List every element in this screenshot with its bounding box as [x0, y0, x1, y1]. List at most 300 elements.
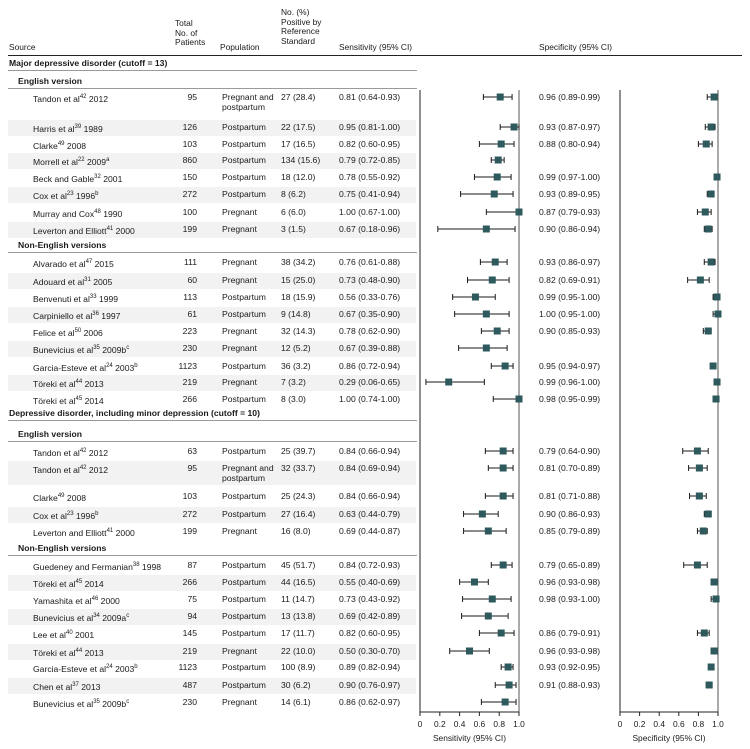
source-author: Cox et al	[33, 510, 67, 521]
specificity-point-estimate	[710, 363, 717, 370]
population-cell: Pregnant	[222, 526, 257, 536]
source-year: 1999	[96, 293, 119, 304]
source-author: Bunevicius et al	[33, 698, 94, 709]
sensitivity-ci-text: 0.90 (0.76-0.97)	[339, 680, 401, 690]
positive-cell: 134 (15.6)	[281, 155, 321, 165]
sensitivity-point-estimate	[489, 596, 496, 603]
positive-cell: 18 (15.9)	[281, 292, 316, 302]
population-cell: Postpartum	[222, 394, 266, 404]
population-cell: Postpartum	[222, 560, 266, 570]
positive-cell: 36 (3.2)	[281, 361, 311, 371]
source-author: Tandon et al	[33, 464, 80, 475]
specificity-ci-text: 0.82 (0.69-0.91)	[539, 275, 601, 285]
citation-superscript: 48	[94, 209, 101, 215]
sensitivity-point-estimate	[445, 379, 452, 386]
source-year: 1998	[139, 561, 162, 572]
specificity-point-estimate	[694, 562, 701, 569]
population-cell: Pregnant	[222, 224, 257, 234]
specificity-tick-label: 0.4	[653, 719, 666, 729]
source-year: 2013	[82, 378, 104, 389]
positive-cell: 18 (12.0)	[281, 172, 316, 182]
sensitivity-point-estimate	[485, 613, 492, 620]
specificity-ci-text: 0.99 (0.97-1.00)	[539, 172, 601, 182]
source-year: 2005	[90, 276, 113, 287]
sensitivity-point-estimate	[505, 664, 512, 671]
source-author: Clarke	[33, 140, 58, 151]
sensitivity-ci-text: 0.29 (0.06-0.65)	[339, 377, 401, 387]
sensitivity-point-estimate	[498, 141, 505, 148]
sensitivity-ci-text: 1.00 (0.67-1.00)	[339, 207, 401, 217]
sensitivity-point-estimate	[466, 648, 473, 655]
specificity-ci-text: 0.99 (0.95-1.00)	[539, 292, 601, 302]
sensitivity-ci-text: 0.82 (0.60-0.95)	[339, 628, 401, 638]
citation-superscript: 39	[74, 124, 82, 130]
citation-superscript: 34	[93, 613, 100, 619]
sensitivity-ci-text: 1.00 (0.74-1.00)	[339, 394, 401, 404]
source-year: 2008	[64, 140, 87, 151]
population-cell: Pregnant	[222, 326, 257, 336]
source-author: Morrell et al	[33, 156, 78, 167]
positive-cell: 6 (6.0)	[281, 207, 306, 217]
source-year: 2014	[82, 578, 104, 589]
specificity-point-estimate	[708, 664, 715, 671]
sensitivity-point-estimate	[498, 630, 505, 637]
positive-cell: 38 (34.2)	[281, 257, 316, 267]
sensitivity-ci-text: 0.78 (0.62-0.90)	[339, 326, 401, 336]
sensitivity-tick-label: 0	[417, 719, 423, 729]
positive-cell: 27 (16.4)	[281, 509, 316, 519]
header-total: Total No. of Patients	[175, 18, 206, 48]
specificity-point-estimate	[714, 379, 721, 386]
positive-cell: 22 (10.0)	[281, 646, 316, 656]
citation-superscript: 33	[89, 294, 97, 300]
sensitivity-ci-text: 0.82 (0.60-0.95)	[339, 139, 401, 149]
population-cell: Pregnant and postpartum	[222, 92, 274, 112]
source-author: Murray and Cox	[33, 208, 95, 219]
source-author: Garcia-Esteve et al	[33, 362, 107, 373]
positive-cell: 17 (16.5)	[281, 139, 316, 149]
sensitivity-point-estimate	[500, 448, 507, 455]
population-cell: Postpartum	[222, 361, 266, 371]
source-year: 2001	[72, 629, 95, 640]
citation-superscript: 45	[75, 579, 83, 585]
citation-superscript: 49	[57, 141, 65, 147]
specificity-axis-label: Specificity (95% CI)	[632, 733, 706, 743]
specificity-point-estimate	[705, 511, 712, 518]
specificity-ci-text: 0.95 (0.94-0.97)	[539, 361, 601, 371]
population-cell: Pregnant	[222, 646, 257, 656]
section-title: Depressive disorder, including minor depression (cutoff = 10)	[9, 408, 260, 418]
specificity-point-estimate	[715, 311, 722, 318]
sensitivity-ci-text: 0.86 (0.62-0.97)	[339, 697, 401, 707]
source-year: 2013	[78, 681, 101, 692]
source-year: 1990	[100, 208, 123, 219]
specificity-point-estimate	[701, 630, 708, 637]
source-author: Clarke	[33, 492, 58, 503]
source-year: 2009	[84, 156, 107, 167]
population-cell: Postpartum	[222, 509, 266, 519]
population-cell: Pregnant	[222, 207, 257, 217]
specificity-ci-text: 0.96 (0.89-0.99)	[539, 92, 601, 102]
specificity-point-estimate	[705, 328, 712, 335]
source-author: Adouard et al	[33, 276, 85, 287]
specificity-point-estimate	[705, 226, 712, 233]
source-year: 2015	[92, 258, 114, 269]
positive-cell: 22 (17.5)	[281, 122, 316, 132]
sensitivity-point-estimate	[502, 363, 509, 370]
footnote-superscript: c	[126, 699, 130, 705]
sensitivity-ci-text: 0.69 (0.42-0.89)	[339, 611, 401, 621]
citation-superscript: 35	[93, 345, 100, 351]
specificity-ci-text: 0.93 (0.87-0.97)	[539, 122, 601, 132]
sensitivity-ci-text: 0.50 (0.30-0.70)	[339, 646, 401, 656]
specificity-tick-label: 0.6	[672, 719, 685, 729]
specificity-ci-text: 0.99 (0.96-1.00)	[539, 377, 601, 387]
header-positive: No. (%) Positive by Reference Standard	[281, 7, 322, 46]
specificity-ci-text: 0.81 (0.70-0.89)	[539, 463, 601, 473]
source-author: Leverton and Elliott	[33, 527, 107, 538]
source-author: Felice et al	[33, 327, 75, 338]
specificity-ci-text: 0.79 (0.65-0.89)	[539, 560, 601, 570]
positive-cell: 16 (8.0)	[281, 526, 311, 536]
specificity-ci-text: 0.96 (0.93-0.98)	[539, 646, 601, 656]
population-cell: Postpartum	[222, 577, 266, 587]
positive-cell: 9 (14.8)	[281, 309, 311, 319]
citation-superscript: 44	[75, 379, 83, 385]
footnote-superscript: b	[134, 664, 138, 670]
sensitivity-ci-text: 0.84 (0.72-0.93)	[339, 560, 401, 570]
specificity-point-estimate	[714, 174, 721, 181]
header-population: Population	[220, 42, 260, 52]
citation-superscript: 41	[106, 226, 114, 232]
source-author: Leverton and Elliott	[33, 225, 107, 236]
positive-cell: 30 (6.2)	[281, 680, 311, 690]
sensitivity-point-estimate	[500, 562, 507, 569]
citation-superscript: 42	[79, 465, 87, 471]
citation-superscript: 45	[75, 396, 83, 402]
citation-superscript: 38	[132, 562, 140, 568]
specificity-tick-label: 0.2	[633, 719, 646, 729]
source-author: Töreki et al	[33, 395, 76, 406]
sensitivity-tick-label: 0.6	[473, 719, 486, 729]
population-cell: Postpartum	[222, 611, 266, 621]
source-author: Töreki et al	[33, 378, 76, 389]
specificity-point-estimate	[713, 396, 720, 403]
sensitivity-point-estimate	[492, 259, 499, 266]
sensitivity-point-estimate	[483, 345, 490, 352]
population-cell: Pregnant	[222, 275, 257, 285]
citation-superscript: 41	[106, 528, 114, 534]
specificity-point-estimate	[708, 259, 715, 266]
citation-superscript: 37	[72, 682, 79, 688]
source-year: 2000	[113, 527, 135, 538]
citation-superscript: 24	[106, 363, 113, 369]
source-year: 2000	[113, 225, 135, 236]
sensitivity-ci-text: 0.95 (0.81-1.00)	[339, 122, 401, 132]
population-cell: Postpartum	[222, 155, 266, 165]
citation-superscript: 31	[84, 277, 91, 283]
specificity-ci-text: 0.86 (0.79-0.91)	[539, 628, 601, 638]
sensitivity-tick-label: 1.0	[513, 719, 525, 729]
population-cell: Postpartum	[222, 292, 266, 302]
positive-cell: 13 (13.8)	[281, 611, 316, 621]
sensitivity-point-estimate	[506, 682, 513, 689]
specificity-point-estimate	[694, 448, 701, 455]
specificity-point-estimate	[703, 141, 710, 148]
source-author: Tandon et al	[33, 447, 80, 458]
sensitivity-ci-text: 0.67 (0.39-0.88)	[339, 343, 401, 353]
source-author: Garcia-Esteve et al	[33, 663, 107, 674]
positive-cell: 17 (11.7)	[281, 628, 315, 638]
header-specificity: Specificity (95% CI)	[539, 42, 613, 52]
source-year: 2003	[112, 663, 135, 674]
specificity-tick-label: 0.8	[692, 719, 705, 729]
specificity-ci-text: 0.91 (0.88-0.93)	[539, 680, 601, 690]
positive-cell: 44 (16.5)	[281, 577, 316, 587]
sensitivity-point-estimate	[494, 174, 501, 181]
header-sensitivity: Sensitivity (95% CI)	[339, 42, 413, 52]
specificity-point-estimate	[696, 465, 703, 472]
positive-cell: 32 (14.3)	[281, 326, 316, 336]
positive-cell: 8 (6.2)	[281, 189, 306, 199]
specificity-point-estimate	[700, 528, 707, 535]
citation-superscript: 35	[93, 699, 100, 705]
source-year: 2014	[82, 395, 104, 406]
source-year: 2012	[86, 464, 109, 475]
sensitivity-point-estimate	[500, 493, 507, 500]
sensitivity-ci-text: 0.56 (0.33-0.76)	[339, 292, 401, 302]
group-title: English version	[18, 76, 82, 86]
source-year: 2008	[64, 492, 87, 503]
citation-superscript: 50	[74, 328, 82, 334]
sensitivity-axis-label: Sensitivity (95% CI)	[432, 733, 507, 743]
population-cell: Postpartum	[222, 189, 266, 199]
positive-cell: 3 (1.5)	[281, 224, 306, 234]
source-author: Harris et al	[33, 123, 75, 134]
population-cell: Postpartum	[222, 628, 266, 638]
sensitivity-point-estimate	[472, 294, 479, 301]
sensitivity-ci-text: 0.69 (0.44-0.87)	[339, 526, 401, 536]
sensitivity-point-estimate	[497, 94, 504, 101]
sensitivity-ci-text: 0.73 (0.43-0.92)	[339, 594, 401, 604]
group-title: English version	[18, 429, 82, 439]
group-title: Non-English versions	[18, 543, 107, 553]
population-cell: Postpartum	[222, 139, 266, 149]
positive-cell: 14 (6.1)	[281, 697, 311, 707]
specificity-ci-text: 0.85 (0.79-0.89)	[539, 526, 601, 536]
sensitivity-point-estimate	[491, 191, 498, 198]
population-cell: Postpartum	[222, 491, 266, 501]
source-year: 2006	[81, 327, 103, 338]
specificity-point-estimate	[706, 682, 713, 689]
specificity-point-estimate	[697, 277, 704, 284]
header-source: Source	[9, 42, 36, 52]
sensitivity-point-estimate	[489, 277, 496, 284]
sensitivity-point-estimate	[502, 699, 509, 706]
specificity-point-estimate	[708, 191, 715, 198]
specificity-point-estimate	[696, 493, 703, 500]
population-cell: Pregnant	[222, 343, 257, 353]
sensitivity-ci-text: 0.75 (0.41-0.94)	[339, 189, 401, 199]
population-cell: Postpartum	[222, 122, 266, 132]
specificity-point-estimate	[713, 596, 720, 603]
positive-cell: 32 (33.7)	[281, 463, 316, 473]
specificity-point-estimate	[702, 209, 709, 216]
sensitivity-point-estimate	[471, 579, 478, 586]
sensitivity-point-estimate	[500, 465, 507, 472]
population-cell: Postpartum	[222, 662, 266, 672]
sensitivity-point-estimate	[483, 226, 490, 233]
sensitivity-tick-label: 0.2	[433, 719, 446, 729]
section-title: Major depressive disorder (cutoff = 13)	[9, 58, 168, 68]
sensitivity-point-estimate	[516, 209, 523, 216]
source-year: 2001	[100, 173, 123, 184]
sensitivity-point-estimate	[483, 311, 490, 318]
specificity-ci-text: 0.88 (0.80-0.94)	[539, 139, 601, 149]
source-author: Lee et al	[33, 629, 66, 640]
sensitivity-ci-text: 0.76 (0.61-0.88)	[339, 257, 401, 267]
specificity-point-estimate	[711, 648, 718, 655]
source-year: 2009a	[99, 612, 127, 623]
positive-cell: 25 (24.3)	[281, 491, 316, 501]
source-year: 2012	[86, 93, 109, 104]
specificity-ci-text: 0.93 (0.86-0.97)	[539, 257, 601, 267]
sensitivity-point-estimate	[516, 396, 523, 403]
source-author: Chen et al	[33, 681, 73, 692]
specificity-ci-text: 0.93 (0.89-0.95)	[539, 189, 601, 199]
specificity-ci-text: 0.98 (0.95-0.99)	[539, 394, 601, 404]
specificity-ci-text: 0.90 (0.85-0.93)	[539, 326, 601, 336]
forest-plot-figure: Total No. of Patients No. (%) Positive by Reference Standard Source Population Sensitivity (95% CI) Specificity (95% CI) Major depressive disorder (cutoff = 13) English version Tandon et $al^{42}$ 2012 95 Pregnant and postpartum 27 (28.4) 0.81 (0.64-0.93) 0.96 (0.89-0.99) Harris et $al^{39}$ 1989 Postpartum 22 (17.5) 0.95 (0.81-1.00) 0.93 (0.87-0.97) Clarke$^{49}$ 2008 103 Postpartum 17 (16.5) 0.82 (0.60-0.95) 0.88 (0.80-0.94) Morrell et $al^{22}$ 2009$^a$ Postpartum 134 (15.6) 0.79 (0.72-0.85) Beck and Gable$^{32}$ 2001 150 Postpartum 18 (12.0) 0.78 (0.55-0.92) 0.99 (0.97-1.00) Cox et $al^{23}$ 1996$^b$ Postpartum 8 (6.2) 0.75 (0.41-0.94) 0.93 (0.89-0.95) Murray and Cox$^{48}$ 1990 100 Pregnant 6 (6.0) 1.00 (0.67-1.00) 0.87 (0.79-0.93) Leverton and Elliott$^{41}$ 2000 Pregnant 3 (1.5) 0.67 (0.18-0.96) 0.90 (0.86-0.94) Non-English versions Alvarado et $al^{47}$ 2015 111 Pregnant 38 (34.2) 0.76 (0.61-0.88) 0.93 (0.86-0.97) Adouard et $al^{31}$ 2005 Pregnant 15 (25.0) 0.73 (0.48-0.90) 0.82 (0.69-0.91) Benvenuti et $al^{33}$ 1999 113 Postpartum 18 (15.9) 0.56 (0.33-0.76) 0.99 (0.95-1.00) Carpiniello et $al^{36}$ 1997 Postpartum 9 (14.8) 0.67 (0.35-0.90) 1.00 (0.95-1.00) Felice et $al^{50}$ 2006 223 Pregnant 32 (14.3) 0.78 (0.62-0.90) 0.90 (0.85-0.93) Bunevicius et $al^{35}$ $2009b^c$ Pregnant 12 (5.2) 0.67 (0.39-0.88) Garcia-Esteve et $al^{24}$ 2003$^b$ 1123 Postpartum 36 (3.2) 0.86 (0.72-0.94) 0.95 (0.94-0.97) Töreki et $al^{44}$ 2013 Pregnant 7 (3.2) 0.29 (0.06-0.65) 0.99 (0.96-1.00) Töreki et $al^{45}$ 2014 266 Postpartum 8 (3.0) 1.00 (0.74-1.00) 0.98 (0.95-0.99) Depressive disorder, including minor depression (cutoff = 10) English version Tandon et $al^{42}$ 2012 63 Postpartum 25 (39.7) 0.84 (0.66-0.94) 0.79 (0.64-0.90) Tandon et $al^{42}$ 2012 Pregnant and postpartum 32 (33.7) 0.84 (0.69-0.94) 0.81 (0.70-0.89) Clarke$^{49}$ 2008 103 Postpartum 25 (24.3) 0.84 (0.66-0.94) 0.81 (0.71-0.88) Cox et $al^{23}$ 1996$^b$ Postpartum 27 (16.4) 0.63 (0.44-0.79) 0.90 (0.86-0.93) Leverton and Elliott$^{41}$ 2000 199 Pregnant 16 (8.0) 0.69 (0.44-0.87) 0.85 (0.79-0.89) Non-English versions Guedeney and Fermanian$^{38}$ 1998 87 Postpartum 45 (51.7) 0.84 (0.72-0.93) 0.79 (0.65-0.89) Töreki et $al^{45}$ 2014 Postpartum 44 (16.5) 0.55 (0.40-0.69) 0.96 (0.93-0.98) Yamashita et $al^{46}$ 2000 75 Postpartum 11 (14.7) 0.73 (0.43-0.92) 0.98 (0.93-1.00) Bunevicius et $al^{34}$ $2009a^c$ Postpartum 13 (13.8) 0.69 (0.42-0.89) Lee et $al^{40}$ 2001 145 Postpartum 17 (11.7) 0.82 (0.60-0.95) 0.86 (0.79-0.91) Töreki et $al^{44}$ 2013 Pregnant 22 (10.0) 0.50 (0.30-0.70) 0.96 (0.93-0.98) Garcia-Esteve et $al^{24}$ 2003$^b$ 1123 Postpartum 100 (8.9) 0.89 (0.82-0.94) 0.93 (0.92-0.95) Chen et $al^{37}$ 2013 Postpartum 30 (6.2) 0.90 (0.76-0.97) 0.91 (0.88-0.93) Bunevicius et $al^{35}$ $2009b^c$ 230 Pregnant 14 (6.1) 0.86 (0.62-0.97) 0 0.2 0.4 0.6 0.8 1.0 Sensitivity (95% CI) 0 0.2 0.4 0.6 0.8 1.0 Specificity (95% CI)	[0, 0, 750, 749]
source-author: Töreki et al	[33, 578, 76, 589]
specificity-point-estimate	[708, 124, 715, 131]
citation-superscript: 32	[94, 174, 101, 180]
citation-superscript: 49	[57, 493, 65, 499]
source-year: 1989	[81, 123, 103, 134]
population-cell: Postpartum	[222, 172, 266, 182]
positive-cell: 15 (25.0)	[281, 275, 316, 285]
sensitivity-ci-text: 0.63 (0.44-0.79)	[339, 509, 401, 519]
source-author: Beck and Gable	[33, 173, 95, 184]
source-author: Töreki et al	[33, 647, 76, 658]
specificity-ci-text: 0.81 (0.71-0.88)	[539, 491, 601, 501]
population-cell: Pregnant	[222, 697, 257, 707]
source-year: 2012	[86, 447, 109, 458]
sensitivity-ci-text: 0.67 (0.35-0.90)	[339, 309, 401, 319]
sensitivity-ci-text: 0.67 (0.18-0.96)	[339, 224, 401, 234]
footnote-superscript: a	[106, 157, 110, 163]
population-cell: Pregnant	[222, 257, 257, 267]
positive-cell: 7 (3.2)	[281, 377, 306, 387]
specificity-ci-text: 0.87 (0.79-0.93)	[539, 207, 601, 217]
sensitivity-ci-text: 0.84 (0.69-0.94)	[339, 463, 401, 473]
population-cell: Postpartum	[222, 309, 266, 319]
population-cell: Postpartum	[222, 446, 266, 456]
source-year: 2000	[98, 595, 120, 606]
source-year: 1996	[73, 510, 96, 521]
sensitivity-point-estimate	[495, 157, 502, 164]
specificity-ci-text: 0.90 (0.86-0.94)	[539, 224, 601, 234]
sensitivity-tick-label: 0.4	[453, 719, 466, 729]
sensitivity-ci-text: 0.84 (0.66-0.94)	[339, 491, 401, 501]
citation-superscript: 24	[106, 664, 113, 670]
source-year: 1996	[73, 190, 96, 201]
specificity-ci-text: 1.00 (0.95-1.00)	[539, 309, 601, 319]
source-author: Tandon et al	[33, 93, 80, 104]
source-year: 2013	[82, 647, 104, 658]
source-author: Cox et al	[33, 190, 67, 201]
specificity-ci-text: 0.96 (0.93-0.98)	[539, 577, 601, 587]
sensitivity-point-estimate	[511, 124, 518, 131]
positive-cell: 25 (39.7)	[281, 446, 316, 456]
citation-superscript: 42	[79, 94, 87, 100]
source-author: Carpiniello et al	[33, 310, 93, 321]
source-year: 2009b	[99, 344, 127, 355]
sensitivity-ci-text: 0.86 (0.72-0.94)	[339, 361, 401, 371]
population-cell: Postpartum	[222, 594, 266, 604]
source-author: Yamashita et al	[33, 595, 92, 606]
sensitivity-ci-text: 0.79 (0.72-0.85)	[339, 155, 401, 165]
positive-cell: 11 (14.7)	[281, 594, 315, 604]
citation-superscript: 22	[77, 157, 85, 163]
citation-superscript: 47	[85, 259, 93, 265]
specificity-ci-text: 0.93 (0.92-0.95)	[539, 662, 601, 672]
specificity-point-estimate	[711, 94, 718, 101]
source-year: 2003	[112, 362, 135, 373]
source-author: Guedeney and Fermanian	[33, 561, 133, 572]
population-cell: Pregnant	[222, 377, 257, 387]
citation-superscript: 46	[91, 596, 99, 602]
positive-cell: 100 (8.9)	[281, 662, 316, 672]
positive-cell: 45 (51.7)	[281, 560, 316, 570]
sensitivity-point-estimate	[494, 328, 501, 335]
sensitivity-ci-text: 0.73 (0.48-0.90)	[339, 275, 401, 285]
citation-superscript: 36	[92, 311, 99, 317]
positive-cell: 12 (5.2)	[281, 343, 311, 353]
source-year: 2009b	[99, 698, 127, 709]
specificity-ci-text: 0.90 (0.86-0.93)	[539, 509, 601, 519]
positive-cell: 8 (3.0)	[281, 394, 306, 404]
specificity-tick-label: 1.0	[712, 719, 724, 729]
citation-superscript: 23	[66, 191, 74, 197]
sensitivity-ci-text: 0.55 (0.40-0.69)	[339, 577, 401, 587]
population-cell: Pregnant and postpartum	[222, 463, 274, 483]
footnote-superscript: b	[95, 191, 99, 197]
positive-cell: 27 (28.4)	[281, 92, 316, 102]
population-cell: Postpartum	[222, 680, 266, 690]
sensitivity-tick-label: 0.8	[493, 719, 506, 729]
sensitivity-ci-text: 0.89 (0.82-0.94)	[339, 662, 401, 672]
source-author: Benvenuti et al	[33, 293, 90, 304]
specificity-ci-text: 0.79 (0.64-0.90)	[539, 446, 601, 456]
citation-superscript: 23	[66, 511, 74, 517]
source-author: Alvarado et al	[33, 258, 86, 269]
footnote-superscript: c	[126, 345, 130, 351]
specificity-point-estimate	[711, 579, 718, 586]
sensitivity-point-estimate	[485, 528, 492, 535]
footnote-superscript: b	[95, 511, 99, 517]
specificity-point-estimate	[714, 294, 721, 301]
sensitivity-ci-text: 0.84 (0.66-0.94)	[339, 446, 401, 456]
group-title: Non-English versions	[18, 240, 107, 250]
specificity-ci-text: 0.98 (0.93-1.00)	[539, 594, 601, 604]
footnote-superscript: b	[134, 363, 138, 369]
sensitivity-ci-text: 0.78 (0.55-0.92)	[339, 172, 401, 182]
source-year: 1997	[98, 310, 121, 321]
footnote-superscript: c	[126, 613, 130, 619]
sensitivity-point-estimate	[479, 511, 486, 518]
citation-superscript: 44	[75, 648, 83, 654]
